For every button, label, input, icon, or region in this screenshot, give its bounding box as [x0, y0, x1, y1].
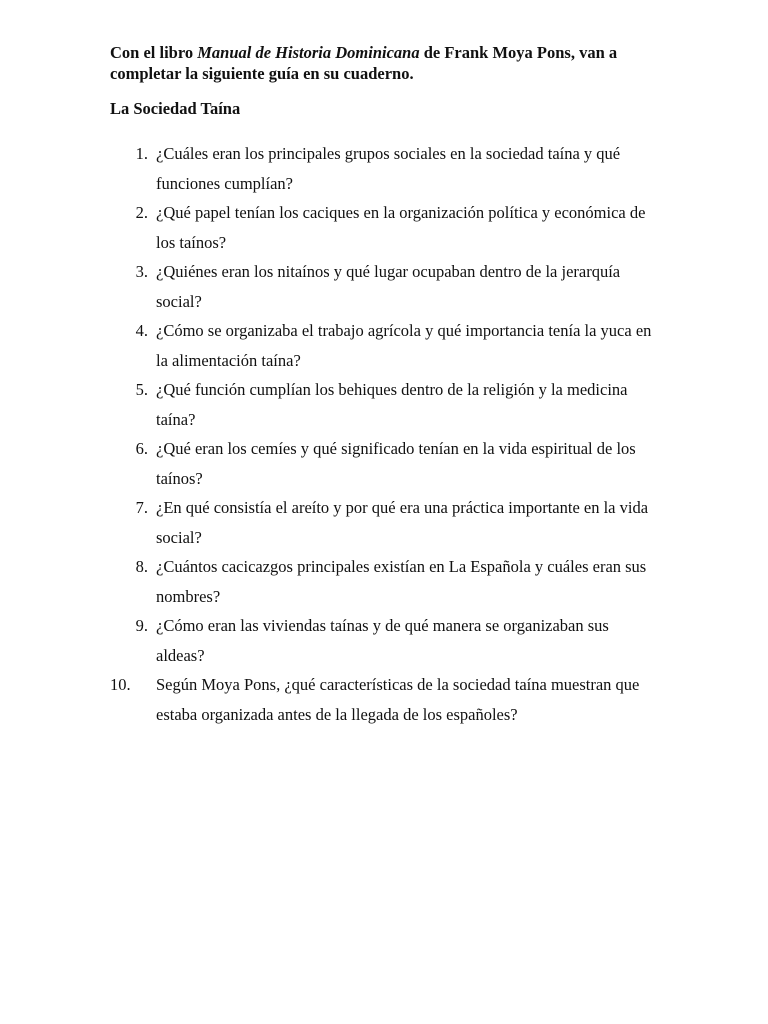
question-item	[110, 257, 660, 316]
question-text: ¿Cómo eran las viviendas taínas y de qué manera se organizaban sus aldeas?	[156, 616, 609, 665]
question-text: ¿En qué consistía el areíto y por qué era una práctica importante en la vida social?	[156, 498, 649, 547]
question-item	[110, 493, 660, 552]
question-number: 5.	[135, 380, 148, 399]
question-text: ¿Quiénes eran los nitaínos y qué lugar ocupaban dentro de la jerarquía social?	[156, 262, 621, 311]
question-number: 6.	[135, 439, 148, 458]
question-item	[110, 552, 660, 611]
question-item	[110, 670, 660, 729]
intro-paragraph	[110, 42, 660, 84]
question-item	[110, 198, 660, 257]
question-number: 2.	[135, 203, 148, 222]
question-text: Según Moya Pons, ¿qué características de la sociedad taína muestran que estaba organizada antes de la llegada de los españoles?	[156, 675, 640, 724]
question-item	[110, 316, 660, 375]
question-number: 10.	[110, 675, 131, 694]
question-number: 8.	[135, 557, 148, 576]
question-item	[110, 434, 660, 493]
question-item	[110, 375, 660, 434]
question-text: ¿Cuáles eran los principales grupos sociales en la sociedad taína y qué funciones cumplían?	[156, 144, 621, 193]
question-number: 4.	[135, 321, 148, 340]
question-text: ¿Qué papel tenían los caciques en la organización política y económica de los taínos?	[156, 203, 646, 252]
question-item	[110, 611, 660, 670]
document-page	[110, 42, 660, 729]
question-text: ¿Cuántos cacicazgos principales existían en La Española y cuáles eran sus nombres?	[156, 557, 647, 606]
section-title: La Sociedad Taína	[110, 99, 241, 118]
intro-suffix: de Frank Moya Pons, van a completar la siguiente guía en su cuaderno.	[110, 43, 618, 83]
question-text: ¿Qué eran los cemíes y qué significado tenían en la vida espiritual de los taínos?	[156, 439, 636, 488]
question-number: 9.	[135, 616, 148, 635]
question-item	[110, 139, 660, 198]
question-number: 1.	[135, 144, 148, 163]
question-text: ¿Qué función cumplían los behiques dentro de la religión y la medicina taína?	[156, 380, 628, 429]
question-list	[110, 139, 660, 729]
book-title: Manual de Historia Dominicana	[197, 43, 420, 62]
question-number: 3.	[135, 262, 148, 281]
question-text: ¿Cómo se organizaba el trabajo agrícola y qué importancia tenía la yuca en la alimentación taína?	[156, 321, 652, 370]
intro-prefix: Con el libro	[110, 43, 198, 62]
question-number: 7.	[135, 498, 148, 517]
